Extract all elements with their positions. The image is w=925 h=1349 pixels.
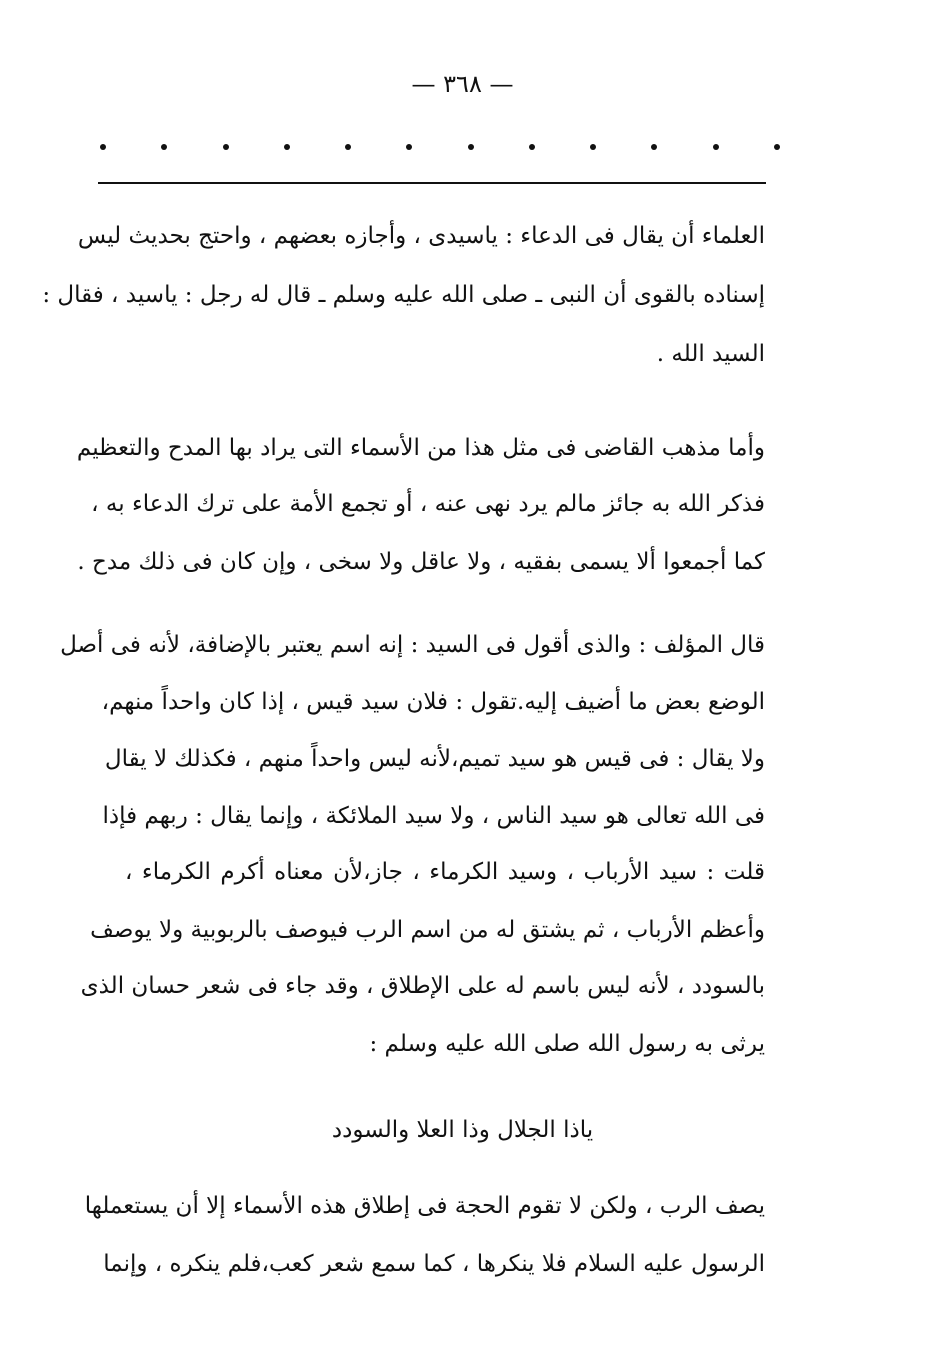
- separator-dot: [345, 144, 351, 150]
- text-line: يصف الرب ، ولكن لا تقوم الحجة فى إطلاق هذه الأسماء إلا أن يستعملها: [84, 1193, 765, 1219]
- separator-dot: [529, 144, 535, 150]
- text-line: الوضع بعض ما أضيف إليه.تقول : فلان سيد قيس ، إذا كان واحداً منهم،: [101, 689, 765, 715]
- text-line: قال المؤلف : والذى أقول فى السيد : إنه اسم يعتبر بالإضافة، لأنه فى أصل: [60, 632, 765, 658]
- text-line: كما أجمعوا ألا يسمى بفقيه ، ولا عاقل ولا سخى ، وإن كان فى ذلك مدح .: [77, 549, 765, 575]
- separator-dot: [100, 144, 106, 150]
- separator-dot: [284, 144, 290, 150]
- separator-dot: [774, 144, 780, 150]
- page-number: — ٣٦٨ —: [411, 70, 514, 98]
- text-line: قلت : سيد الأرباب ، وسيد الكرماء ، جاز،لأن معناه أكرم الكرماء ،: [125, 859, 765, 885]
- header-rule: [98, 182, 766, 184]
- dot-separator: [100, 144, 780, 150]
- poetry-verse: ياذا الجلال وذا العلا والسودد: [331, 1117, 594, 1143]
- separator-dot: [406, 144, 412, 150]
- separator-dot: [161, 144, 167, 150]
- text-line: ولا يقال : فى قيس هو سيد تميم،لأنه ليس واحداً منهم ، فكذلك لا يقال: [104, 746, 765, 772]
- separator-dot: [223, 144, 229, 150]
- text-line: وأعظم الأرباب ، ثم يشتق له من اسم الرب فيوصف بالربوبية ولا يوصف: [90, 917, 765, 943]
- separator-dot: [590, 144, 596, 150]
- separator-dot: [651, 144, 657, 150]
- text-line: وأما مذهب القاضى فى مثل هذا من الأسماء التى يراد بها المدح والتعظيم: [76, 435, 765, 461]
- text-line: يرثى به رسول الله صلى الله عليه وسلم :: [369, 1031, 765, 1057]
- separator-dot: [468, 144, 474, 150]
- text-line: العلماء أن يقال فى الدعاء : ياسيدى ، وأجازه بعضهم ، واحتج بحديث ليس: [77, 223, 765, 249]
- text-line: فى الله تعالى هو سيد الناس ، ولا سيد الملائكة ، وإنما يقال : ربهم فإذا: [102, 803, 765, 829]
- text-line: إسناده بالقوى أن النبى ـ صلى الله عليه وسلم ـ قال له رجل : ياسيد ، فقال :: [42, 282, 765, 308]
- text-line: بالسودد ، لأنه ليس باسم له على الإطلاق ، وقد جاء فى شعر حسان الذى: [80, 973, 765, 999]
- text-line: الرسول عليه السلام فلا ينكرها ، كما سمع شعر كعب،فلم ينكره ، وإنما: [103, 1251, 765, 1277]
- separator-dot: [713, 144, 719, 150]
- text-line: فذكر الله به جائز مالم يرد نهى عنه ، أو تجمع الأمة على ترك الدعاء به ،: [91, 491, 765, 517]
- text-line: السيد الله .: [656, 341, 765, 367]
